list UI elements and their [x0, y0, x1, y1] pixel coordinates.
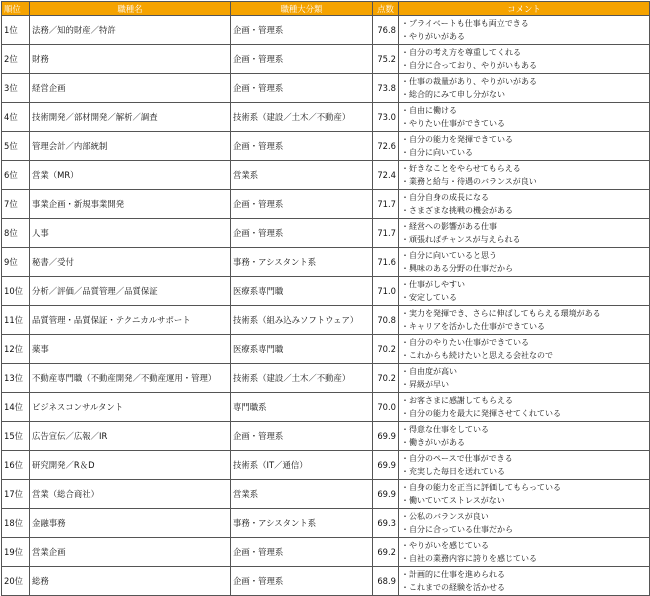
table-row: [2, 422, 650, 451]
job-name-cell: 財務: [30, 45, 231, 74]
comment-line: ・自身の能力を正当に評価してもらっている: [401, 483, 561, 492]
job-name-cell: 営業（総合商社）: [30, 480, 231, 509]
score-cell: 68.9: [373, 567, 399, 596]
comment-cell: [399, 335, 650, 364]
category-cell: 医療系専門職: [231, 335, 373, 364]
job-name-cell: 秘書／受付: [30, 248, 231, 277]
job-name-cell: 不動産専門職（不動産開発／不動産運用・管理）: [30, 364, 231, 393]
job-name-cell: ビジネスコンサルタント: [30, 393, 231, 422]
category-cell: 企画・管理系: [231, 219, 373, 248]
table-row: [2, 161, 650, 190]
table-row: [2, 509, 650, 538]
comment-cell: [399, 190, 650, 219]
category-cell: 専門職系: [231, 393, 373, 422]
job-name-cell: 経営企画: [30, 74, 231, 103]
category-cell: 事務・アシスタント系: [231, 509, 373, 538]
comment-line: ・自分の能力を発揮できている: [401, 135, 513, 144]
comment-line: ・実力を発揮でき、さらに伸ばしてもらえる環境がある: [401, 309, 601, 318]
comment-cell: [399, 393, 650, 422]
rank-cell: 1位: [2, 16, 30, 45]
comment-line: ・プライベートも仕事も両立できる: [401, 19, 529, 28]
category-cell: 企画・管理系: [231, 45, 373, 74]
comment-line: ・充実した毎日を送れている: [401, 467, 505, 476]
job-name-cell: 分析／評価／品質管理／品質保証: [30, 277, 231, 306]
job-name-cell: 技術開発／部材開発／解析／調査: [30, 103, 231, 132]
category-cell: 営業系: [231, 161, 373, 190]
table-row: [2, 132, 650, 161]
comment-line: ・自分のペースで仕事ができる: [401, 454, 513, 463]
comment-line: ・仕事がしやすい: [401, 280, 465, 289]
score-cell: 72.4: [373, 161, 399, 190]
header-rank: 順位: [2, 2, 30, 16]
score-cell: 75.2: [373, 45, 399, 74]
table-row: [2, 335, 650, 364]
category-cell: 企画・管理系: [231, 422, 373, 451]
job-name-cell: 営業企画: [30, 538, 231, 567]
comment-line: ・安定している: [401, 293, 457, 302]
score-cell: 71.7: [373, 219, 399, 248]
rank-cell: 12位: [2, 335, 30, 364]
rank-cell: 8位: [2, 219, 30, 248]
score-cell: 73.8: [373, 74, 399, 103]
score-cell: 73.0: [373, 103, 399, 132]
comment-cell: [399, 219, 650, 248]
table-row: [2, 277, 650, 306]
comment-line: ・業務と給与・待遇のバランスが良い: [401, 177, 537, 186]
comment-line: ・キャリアを活かした仕事ができている: [401, 322, 545, 331]
score-cell: 72.6: [373, 132, 399, 161]
comment-cell: [399, 74, 650, 103]
rank-cell: 18位: [2, 509, 30, 538]
table-row: [2, 248, 650, 277]
category-cell: 企画・管理系: [231, 567, 373, 596]
comment-line: ・好きなことをやらせてもらえる: [401, 164, 521, 173]
table-row: [2, 219, 650, 248]
job-name-cell: 人事: [30, 219, 231, 248]
score-cell: 69.9: [373, 480, 399, 509]
job-name-cell: 金融事務: [30, 509, 231, 538]
comment-cell: [399, 248, 650, 277]
comment-line: ・頑張ればチャンスが与えられる: [401, 235, 521, 244]
category-cell: 営業系: [231, 480, 373, 509]
rank-cell: 3位: [2, 74, 30, 103]
job-name-cell: 薬事: [30, 335, 231, 364]
comment-cell: [399, 480, 650, 509]
comment-line: ・計画的に仕事を進められる: [401, 570, 505, 579]
table-row: [2, 451, 650, 480]
comment-line: ・自分に向いている: [401, 148, 473, 157]
ranking-table: [1, 1, 650, 596]
table-row: [2, 16, 650, 45]
score-cell: 76.8: [373, 16, 399, 45]
table-row: [2, 74, 650, 103]
comment-cell: [399, 422, 650, 451]
comment-cell: [399, 132, 650, 161]
comment-line: ・自由度が高い: [401, 367, 457, 376]
table-row: [2, 480, 650, 509]
comment-line: ・これまでの経験を活かせる: [401, 583, 505, 592]
category-cell: 企画・管理系: [231, 16, 373, 45]
comment-cell: [399, 16, 650, 45]
table-body: [2, 16, 650, 596]
rank-cell: 11位: [2, 306, 30, 335]
comment-cell: [399, 277, 650, 306]
table-row: [2, 538, 650, 567]
score-cell: 70.8: [373, 306, 399, 335]
comment-line: ・公私のバランスが良い: [401, 512, 489, 521]
table-row: [2, 103, 650, 132]
comment-line: ・自由に働ける: [401, 106, 457, 115]
comment-cell: [399, 451, 650, 480]
comment-line: ・自分に向いていると思う: [401, 251, 497, 260]
table-row: [2, 567, 650, 596]
comment-line: ・自分の能力を最大に発揮させてくれている: [401, 409, 561, 418]
comment-line: ・やりたい仕事ができている: [401, 119, 505, 128]
comment-line: ・昇級が早い: [401, 380, 449, 389]
category-cell: 事務・アシスタント系: [231, 248, 373, 277]
job-name-cell: 総務: [30, 567, 231, 596]
score-cell: 69.9: [373, 422, 399, 451]
comment-cell: [399, 567, 650, 596]
comment-line: ・自分に合っている仕事だから: [401, 525, 513, 534]
comment-cell: [399, 364, 650, 393]
category-cell: 技術系（建設／土木／不動産）: [231, 103, 373, 132]
rank-cell: 14位: [2, 393, 30, 422]
header-category: 職種大分類: [231, 2, 373, 16]
score-cell: 70.0: [373, 393, 399, 422]
comment-line: ・自分に合っており、やりがいもある: [401, 61, 537, 70]
rank-cell: 20位: [2, 567, 30, 596]
category-cell: 技術系（組み込みソフトウェア）: [231, 306, 373, 335]
score-cell: 71.6: [373, 248, 399, 277]
score-cell: 69.9: [373, 451, 399, 480]
comment-cell: [399, 306, 650, 335]
rank-cell: 9位: [2, 248, 30, 277]
rank-cell: 13位: [2, 364, 30, 393]
table-row: [2, 190, 650, 219]
comment-cell: [399, 45, 650, 74]
rank-cell: 4位: [2, 103, 30, 132]
job-name-cell: 事業企画・新規事業開発: [30, 190, 231, 219]
comment-line: ・自分自身の成長になる: [401, 193, 489, 202]
comment-cell: [399, 103, 650, 132]
comment-line: ・働きがいがある: [401, 438, 465, 447]
score-cell: 70.2: [373, 335, 399, 364]
header-job: 職種名: [30, 2, 231, 16]
table-row: [2, 45, 650, 74]
comment-line: ・興味のある分野の仕事だから: [401, 264, 513, 273]
job-name-cell: 管理会計／内部統制: [30, 132, 231, 161]
category-cell: 企画・管理系: [231, 190, 373, 219]
score-cell: 69.3: [373, 509, 399, 538]
comment-line: ・働いていてストレスがない: [401, 496, 505, 505]
category-cell: 技術系（建設／土木／不動産）: [231, 364, 373, 393]
comment-cell: [399, 538, 650, 567]
comment-line: ・自分のやりたい仕事ができている: [401, 338, 529, 347]
comment-line: ・得意な仕事をしている: [401, 425, 489, 434]
comment-line: ・やりがいを感じている: [401, 541, 489, 550]
comment-line: ・やりがいがある: [401, 32, 465, 41]
job-name-cell: 広告宣伝／広報／IR: [30, 422, 231, 451]
comment-line: ・自社の業務内容に誇りを感じている: [401, 554, 537, 563]
table-row: [2, 364, 650, 393]
comment-line: ・経営への影響がある仕事: [401, 222, 497, 231]
score-cell: 70.2: [373, 364, 399, 393]
comment-line: ・これからも続けたいと思える会社なので: [401, 351, 553, 360]
rank-cell: 2位: [2, 45, 30, 74]
score-cell: 69.2: [373, 538, 399, 567]
rank-cell: 15位: [2, 422, 30, 451]
rank-cell: 17位: [2, 480, 30, 509]
rank-cell: 10位: [2, 277, 30, 306]
rank-cell: 19位: [2, 538, 30, 567]
job-name-cell: 品質管理・品質保証・テクニカルサポート: [30, 306, 231, 335]
job-name-cell: 法務／知的財産／特許: [30, 16, 231, 45]
category-cell: 企画・管理系: [231, 132, 373, 161]
rank-cell: 5位: [2, 132, 30, 161]
score-cell: 71.7: [373, 190, 399, 219]
comment-line: ・仕事の裁量があり、やりがいがある: [401, 77, 537, 86]
header-comment: コメント: [399, 2, 650, 16]
rank-cell: 6位: [2, 161, 30, 190]
category-cell: 企画・管理系: [231, 74, 373, 103]
job-name-cell: 研究開発／R＆D: [30, 451, 231, 480]
header-score: 点数: [373, 2, 399, 16]
job-name-cell: 営業（MR）: [30, 161, 231, 190]
comment-cell: [399, 161, 650, 190]
rank-cell: 16位: [2, 451, 30, 480]
comment-cell: [399, 509, 650, 538]
category-cell: 企画・管理系: [231, 538, 373, 567]
score-cell: 71.0: [373, 277, 399, 306]
table-row: [2, 393, 650, 422]
rank-cell: 7位: [2, 190, 30, 219]
header-row: [2, 2, 650, 16]
comment-line: ・総合的にみて申し分がない: [401, 90, 505, 99]
table-row: [2, 306, 650, 335]
comment-line: ・お客さまに感謝してもらえる: [401, 396, 513, 405]
comment-line: ・自分の考え方を尊重してくれる: [401, 48, 521, 57]
comment-line: ・さまざまな挑戦の機会がある: [401, 206, 513, 215]
category-cell: 技術系（IT／通信）: [231, 451, 373, 480]
category-cell: 医療系専門職: [231, 277, 373, 306]
